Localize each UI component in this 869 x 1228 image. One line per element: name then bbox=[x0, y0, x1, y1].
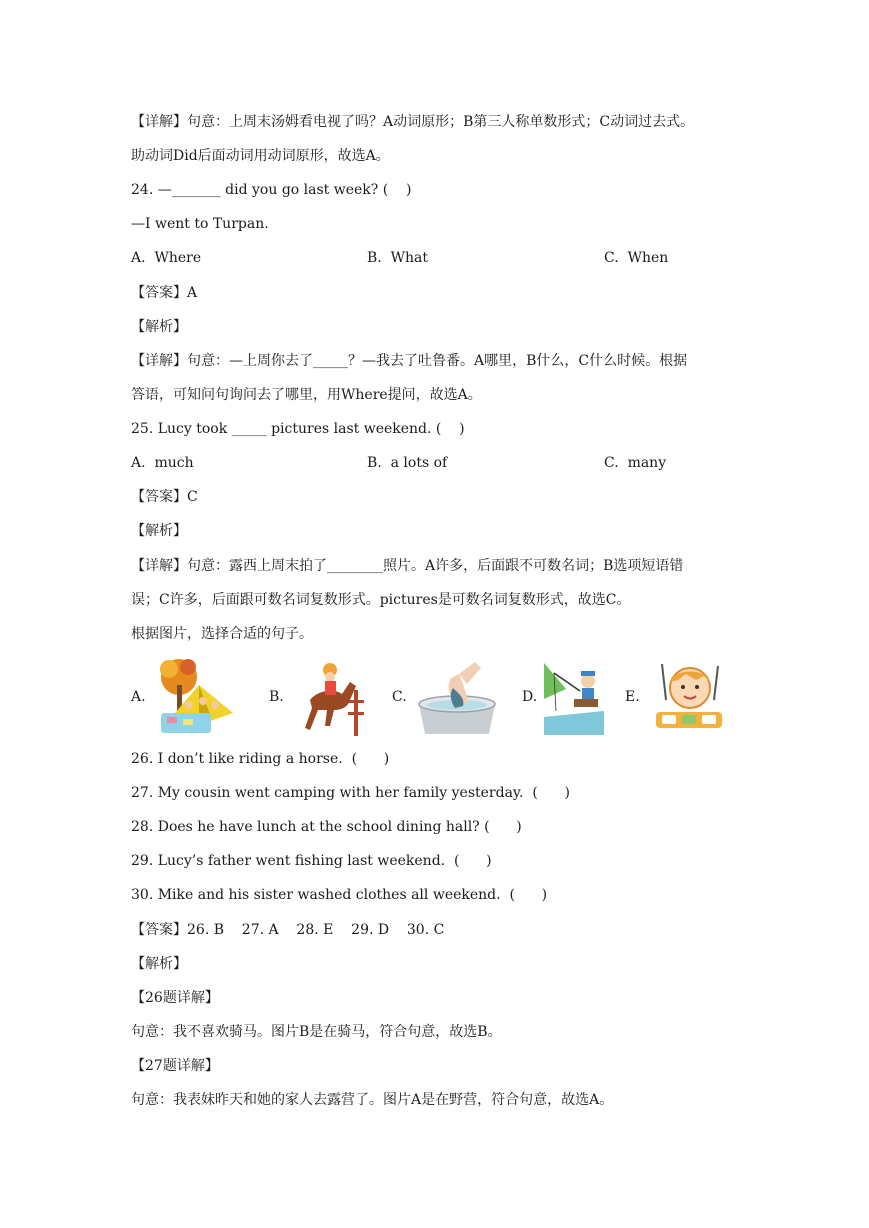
picture-e-label: E. bbox=[625, 689, 640, 705]
question-29: 29. Lucy’s father went fishing last weekend. ( ) bbox=[131, 853, 492, 869]
picture-c-label: C. bbox=[392, 689, 407, 705]
horse-riding-picture-icon bbox=[300, 660, 366, 736]
question-27: 27. My cousin went camping with her family yesterday. ( ) bbox=[131, 785, 570, 801]
q25-detail-2: 误；C许多，后面跟可数名词复数形式。pictures是可数名词复数形式，故选C。 bbox=[131, 592, 631, 608]
q26-detail-heading: 【26题详解】 bbox=[131, 990, 219, 1006]
q24-option-b: B. What bbox=[367, 250, 429, 266]
picture-a-label: A. bbox=[131, 689, 146, 705]
q24-answer: 【答案】A bbox=[131, 285, 198, 301]
q25-option-a: A. much bbox=[131, 455, 194, 471]
question-30: 30. Mike and his sister washed clothes all weekend. ( ) bbox=[131, 887, 548, 903]
washing-clothes-picture-icon bbox=[415, 658, 499, 736]
q26-30-answer: 【答案】26. B 27. A 28. E 29. D 30. C bbox=[131, 922, 445, 938]
q25-option-b: B. a lots of bbox=[367, 455, 448, 471]
detail-line-2: 助动词Did后面动词用动词原形，故选A。 bbox=[131, 148, 390, 164]
q24-option-c: C. When bbox=[604, 250, 669, 266]
q24-analysis-heading: 【解析】 bbox=[131, 319, 187, 335]
q24-option-a: A. Where bbox=[131, 250, 202, 266]
camping-picture-icon bbox=[155, 655, 245, 737]
q24-detail-2: 答语，可知问句询问去了哪里，用Where提问，故选A。 bbox=[131, 387, 482, 403]
q27-detail-heading: 【27题详解】 bbox=[131, 1058, 219, 1074]
picture-d-label: D. bbox=[522, 689, 538, 705]
question-25: 25. Lucy took _____ pictures last weekend. ( ) bbox=[131, 421, 465, 437]
fishing-picture-icon bbox=[544, 659, 604, 735]
picture-instruction: 根据图片，选择合适的句子。 bbox=[131, 626, 313, 642]
q25-answer: 【答案】C bbox=[131, 489, 198, 505]
question-24: 24. —_______ did you go last week? ( ) bbox=[131, 182, 412, 198]
detail-line-1: 【详解】句意：上周末汤姆看电视了吗？A动词原形；B第三人称单数形式；C动词过去式。 bbox=[131, 114, 695, 130]
q25-option-c: C. many bbox=[604, 455, 667, 471]
q25-analysis-heading: 【解析】 bbox=[131, 523, 187, 539]
picture-b-label: B. bbox=[269, 689, 284, 705]
q24-detail-1: 【详解】句意：—上周你去了_____？—我去了吐鲁番。A哪里，B什么，C什么时候。根据 bbox=[131, 353, 688, 369]
q25-detail-1: 【详解】句意：露西上周末拍了________照片。A许多，后面跟不可数名词；B选项短语错 bbox=[131, 558, 684, 574]
q26-detail: 句意：我不喜欢骑马。图片B是在骑马，符合句意，故选B。 bbox=[131, 1024, 502, 1040]
question-26: 26. I don’t like riding a horse. ( ) bbox=[131, 751, 390, 767]
lunch-picture-icon bbox=[652, 660, 726, 734]
q27-detail: 句意：我表妹昨天和她的家人去露营了。图片A是在野营，符合句意，故选A。 bbox=[131, 1092, 614, 1108]
q26-30-analysis-heading: 【解析】 bbox=[131, 956, 187, 972]
question-24-reply: —I went to Turpan. bbox=[131, 216, 269, 232]
question-28: 28. Does he have lunch at the school dining hall? ( ) bbox=[131, 819, 522, 835]
